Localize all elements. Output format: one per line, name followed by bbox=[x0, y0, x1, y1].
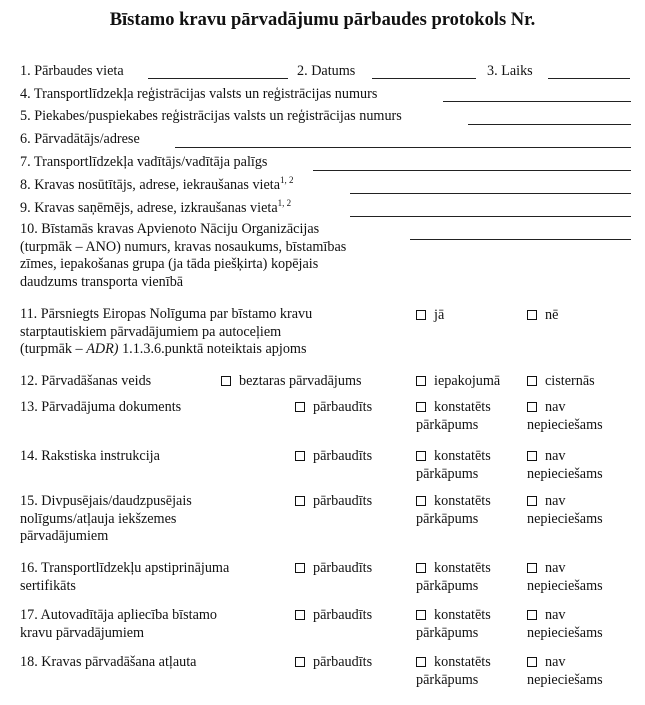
checkbox-not-needed[interactable] bbox=[527, 451, 537, 461]
check-option-violation[interactable]: konstatēts pārkāpums bbox=[416, 654, 491, 688]
driver-input[interactable] bbox=[313, 170, 631, 171]
check-option-not-needed[interactable]: nav nepieciešams bbox=[527, 493, 603, 527]
check-option-violation[interactable]: konstatēts pārkāpums bbox=[416, 560, 491, 594]
check-row-label: 14. Rakstiska instrukcija bbox=[20, 448, 160, 464]
check-option-checked[interactable]: pārbaudīts bbox=[295, 399, 372, 417]
time-input[interactable] bbox=[548, 78, 630, 79]
checkbox-checked[interactable] bbox=[295, 563, 305, 573]
field-label-un-number: 10. Bīstamās kravas Apvienoto Nāciju Organizācijas (turpmāk – ANO) numurs, kravas nosaukums, bīstamības zīmes, iepakošanas grupa (ja tāda piešķirta) kopējais daudzums transporta vienībā bbox=[20, 221, 347, 290]
check-row-label: 15. Divpusējais/daudzpusējais nolīgums/atļauja iekšzemes pārvadājumiem bbox=[20, 493, 192, 544]
page-title: Bīstamo kravu pārvadājumu pārbaudes protokols Nr. bbox=[109, 10, 536, 30]
mode-tank-option[interactable]: cisternās bbox=[527, 373, 595, 390]
check-option-violation[interactable]: konstatēts pārkāpums bbox=[416, 448, 491, 482]
check-option-checked[interactable]: pārbaudīts bbox=[295, 493, 372, 511]
checkbox-not-needed[interactable] bbox=[527, 657, 537, 667]
field-label-adr-threshold: 11. Pārsniegts Eiropas Nolīguma par bīstamo kravu starptautiskiem pārvadājumiem pa autoceļiem (turpmāk – ADR) 1.1.3.6.punktā noteiktais apjoms bbox=[20, 306, 313, 357]
check-option-violation[interactable]: konstatēts pārkāpums bbox=[416, 493, 491, 527]
checkbox-checked[interactable] bbox=[295, 402, 305, 412]
inspection-place-input[interactable] bbox=[148, 78, 288, 79]
field-label-inspection-place: 1. Pārbaudes vieta bbox=[20, 63, 124, 79]
checkbox-packaged[interactable] bbox=[416, 376, 426, 386]
check-row-label: 18. Kravas pārvadāšana atļauta bbox=[20, 654, 197, 670]
check-option-checked[interactable]: pārbaudīts bbox=[295, 607, 372, 625]
check-row-label: 17. Autovadītāja apliecība bīstamo kravu pārvadājumiem bbox=[20, 607, 217, 641]
checkbox-checked[interactable] bbox=[295, 610, 305, 620]
checkbox-violation[interactable] bbox=[416, 563, 426, 573]
field-label-carrier: 6. Pārvadātājs/adrese bbox=[20, 131, 140, 147]
checkbox-not-needed[interactable] bbox=[527, 610, 537, 620]
check-option-not-needed[interactable]: nav nepieciešams bbox=[527, 399, 603, 433]
field-label-consignor: 8. Kravas nosūtītājs, adrese, iekraušanas vieta$^{1, 2}$ bbox=[20, 175, 294, 193]
check-option-not-needed[interactable]: nav nepieciešams bbox=[527, 560, 603, 594]
checkbox-bulk[interactable] bbox=[221, 376, 231, 386]
checkbox-not-needed[interactable] bbox=[527, 402, 537, 412]
field-label-date: 2. Datums bbox=[297, 63, 356, 79]
check-option-checked[interactable]: pārbaudīts bbox=[295, 654, 372, 672]
trailer-reg-input[interactable] bbox=[468, 124, 631, 125]
checkbox-violation[interactable] bbox=[416, 657, 426, 667]
checkbox-checked[interactable] bbox=[295, 657, 305, 667]
checkbox-no[interactable] bbox=[527, 310, 537, 320]
field-label-trailer-reg: 5. Piekabes/puspiekabes reģistrācijas valsts un reģistrācijas numurs bbox=[20, 108, 402, 124]
vehicle-reg-input[interactable] bbox=[443, 101, 631, 102]
field-label-transport-mode: 12. Pārvadāšanas veids bbox=[20, 373, 152, 389]
checkbox-checked[interactable] bbox=[295, 451, 305, 461]
checkbox-violation[interactable] bbox=[416, 496, 426, 506]
checkbox-checked[interactable] bbox=[295, 496, 305, 506]
field-label-vehicle-reg: 4. Transportlīdzekļa reģistrācijas valsts un reģistrācijas numurs bbox=[20, 86, 378, 102]
field-label-driver: 7. Transportlīdzekļa vadītājs/vadītāja palīgs bbox=[20, 154, 268, 170]
check-option-checked[interactable]: pārbaudīts bbox=[295, 448, 372, 466]
adr-no-option[interactable]: nē bbox=[527, 307, 558, 324]
carrier-input[interactable] bbox=[175, 147, 631, 148]
checkbox-not-needed[interactable] bbox=[527, 563, 537, 573]
check-option-not-needed[interactable]: nav nepieciešams bbox=[527, 448, 603, 482]
mode-bulk-option[interactable]: beztaras pārvadājums bbox=[221, 373, 362, 390]
mode-packaged-option[interactable]: iepakojumā bbox=[416, 373, 500, 390]
checkbox-not-needed[interactable] bbox=[527, 496, 537, 506]
field-label-consignee: 9. Kravas saņēmējs, adrese, izkraušanas vieta$^{1, 2}$ bbox=[20, 198, 292, 216]
un-number-input[interactable] bbox=[410, 239, 631, 240]
consignee-input[interactable] bbox=[350, 216, 631, 217]
check-option-checked[interactable]: pārbaudīts bbox=[295, 560, 372, 578]
check-option-not-needed[interactable]: nav nepieciešams bbox=[527, 654, 603, 688]
check-option-not-needed[interactable]: nav nepieciešams bbox=[527, 607, 603, 641]
checkbox-violation[interactable] bbox=[416, 451, 426, 461]
checkbox-violation[interactable] bbox=[416, 610, 426, 620]
checkbox-violation[interactable] bbox=[416, 402, 426, 412]
checkbox-tank[interactable] bbox=[527, 376, 537, 386]
consignor-input[interactable] bbox=[350, 193, 631, 194]
check-option-violation[interactable]: konstatēts pārkāpums bbox=[416, 399, 491, 433]
date-input[interactable] bbox=[372, 78, 476, 79]
check-row-label: 16. Transportlīdzekļu apstiprinājuma sertifikāts bbox=[20, 560, 230, 594]
check-option-violation[interactable]: konstatēts pārkāpums bbox=[416, 607, 491, 641]
checkbox-yes[interactable] bbox=[416, 310, 426, 320]
adr-yes-option[interactable]: jā bbox=[416, 307, 444, 324]
check-row-label: 13. Pārvadājuma dokuments bbox=[20, 399, 182, 415]
field-label-time: 3. Laiks bbox=[487, 63, 533, 79]
